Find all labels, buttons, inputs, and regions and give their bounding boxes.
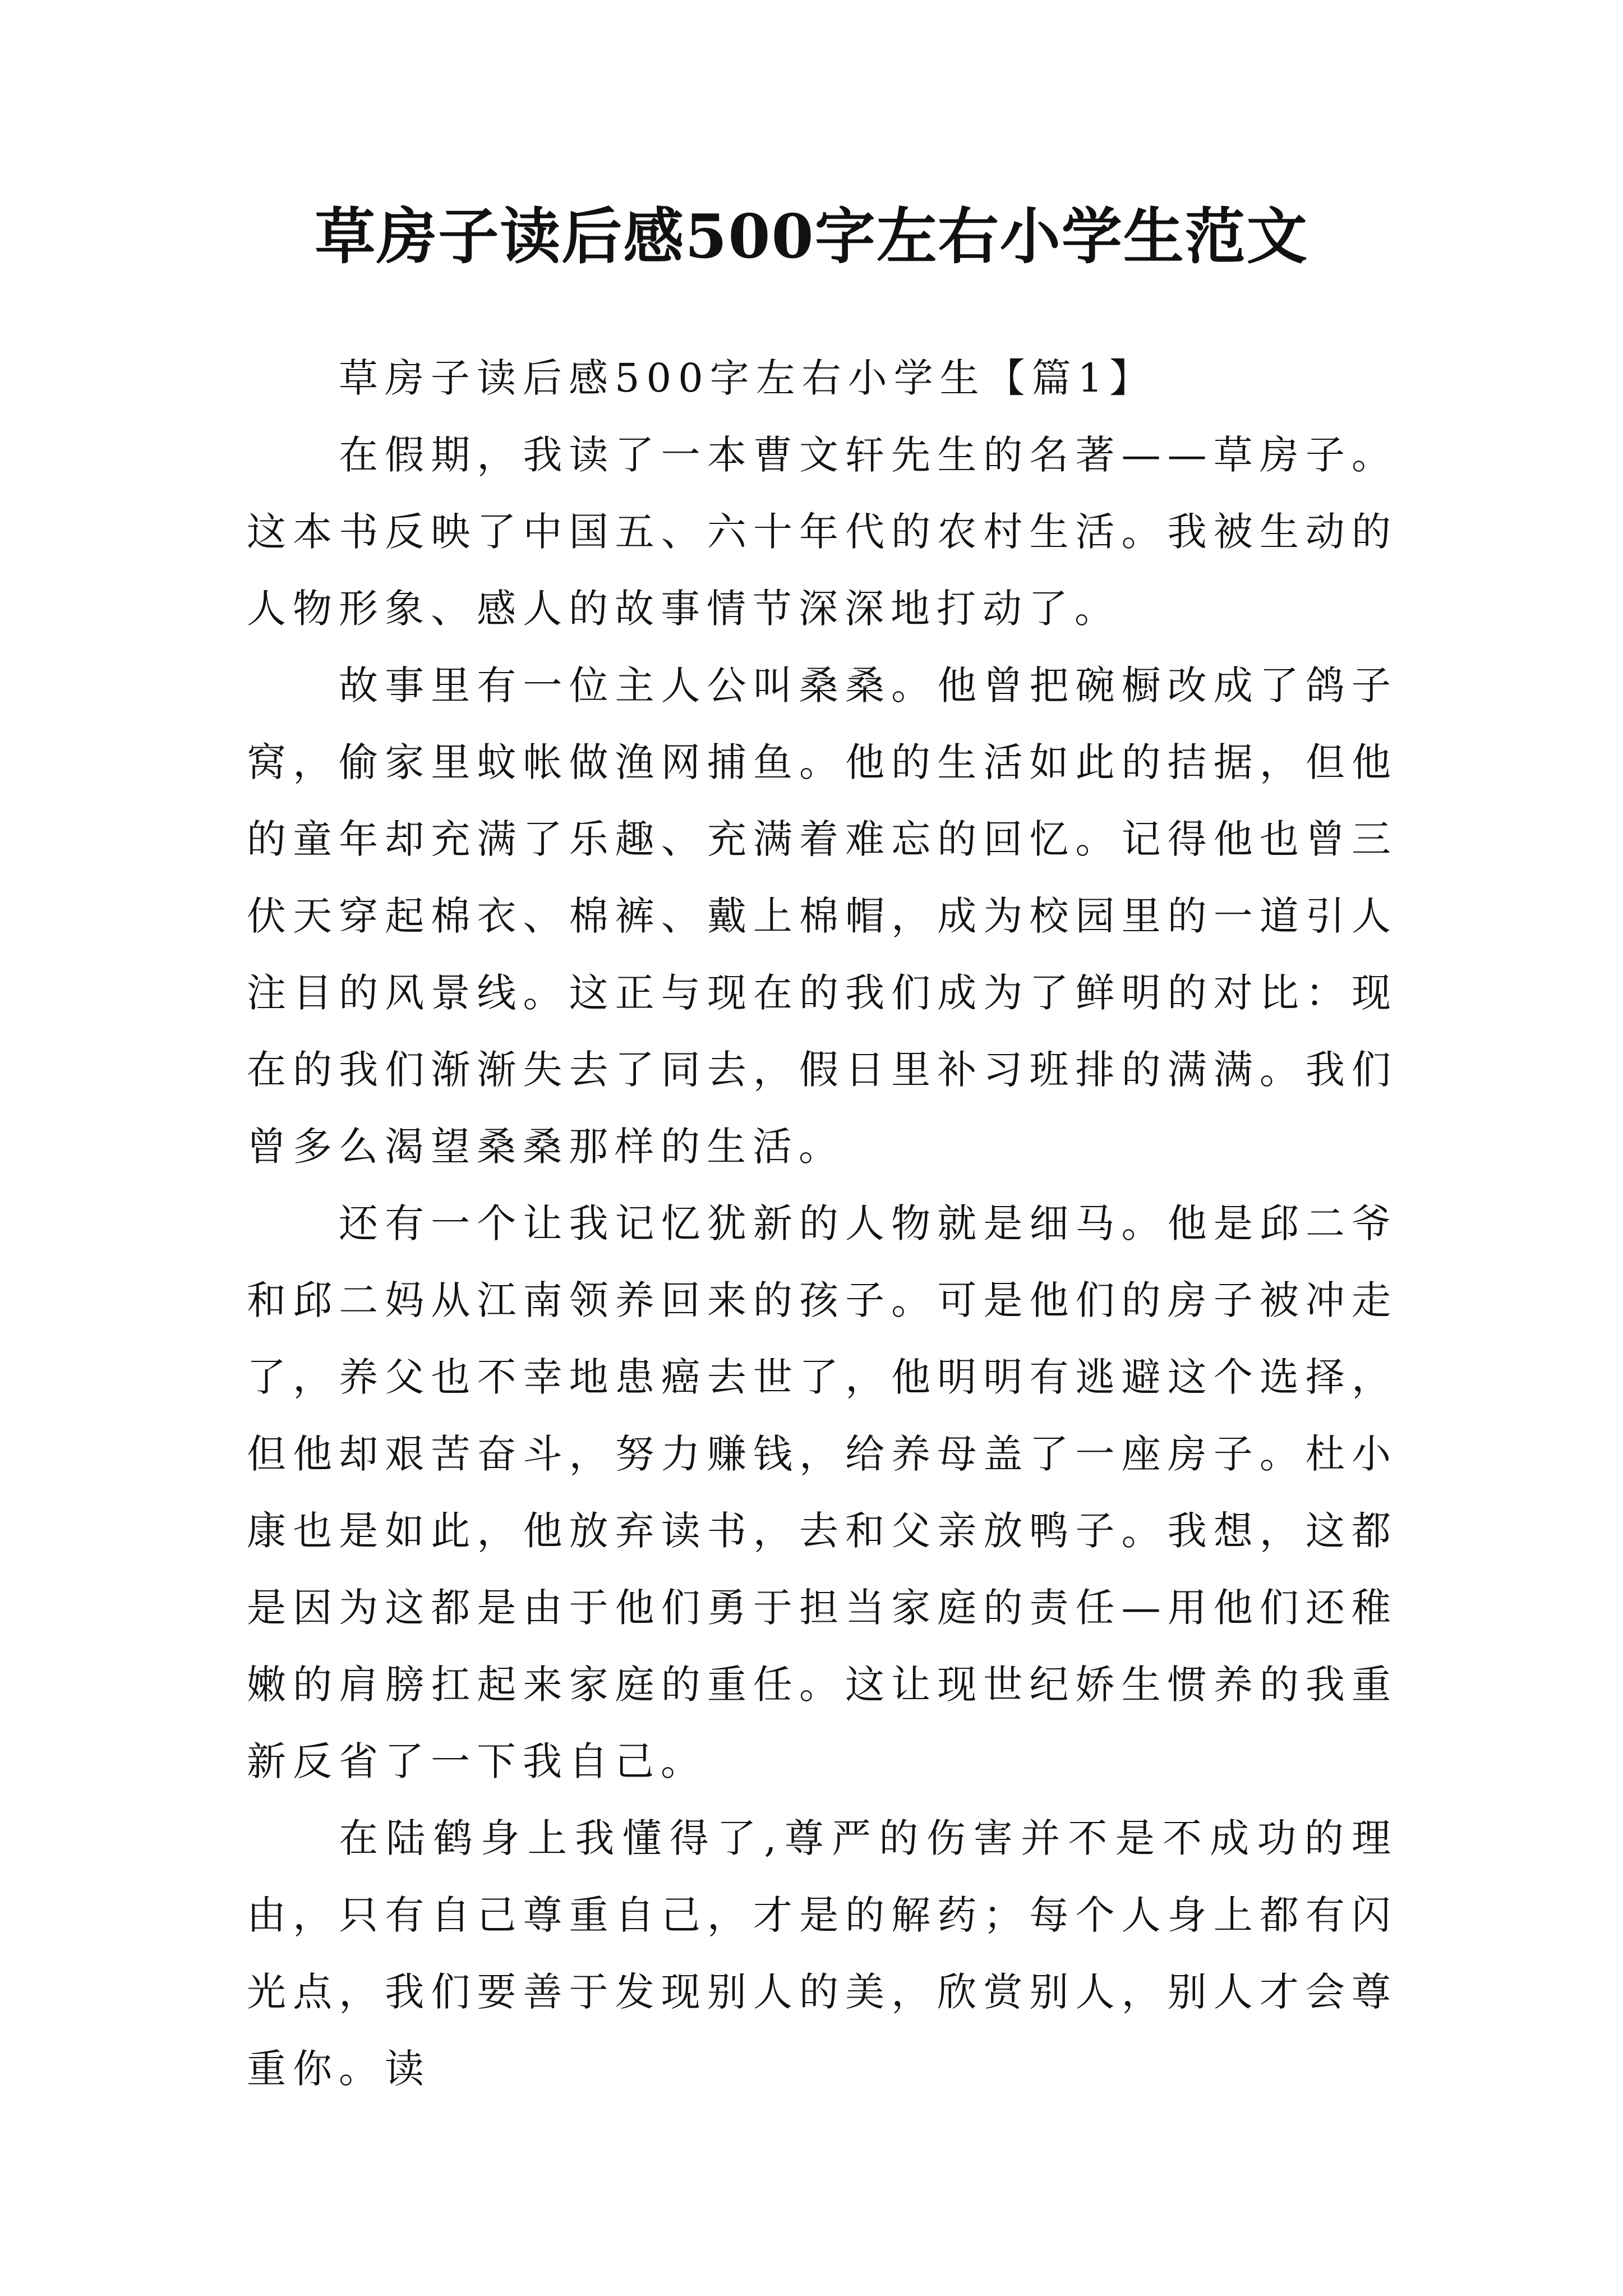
document-title: 草房子读后感500字左右小学生范文 xyxy=(315,201,1308,272)
section-heading: 草房子读后感500字左右小学生【篇1】 xyxy=(339,355,1156,401)
paragraph-2: 故事里有一位主人公叫桑桑。他曾把碗橱改成了鸽子窝，偷家里蚊帐做渔网捕鱼。他的生活如此的拮据，但他的童年却充满了乐趣、充满着难忘的回忆。记得他也曾三伏天穿起棉衣、棉裤、戴上棉帽，成为校园里的一道引人注目的风景线。这正与现在的我们成为了鲜明的对比：现在的我们渐渐失去了同去，假日里补习班排的满满。我们曾多么渴望桑桑那样的生活。 xyxy=(247,662,1398,1170)
paragraph-1: 在假期，我读了一本曹文轩先生的名著——草房子。这本书反映了中国五、六十年代的农村生活。我被生动的人物形象、感人的故事情节深深地打动了。 xyxy=(247,432,1398,632)
paragraph-4: 在陆鹤身上我懂得了,尊严的伤害并不是不成功的理由，只有自己尊重自己，才是的解药；每个人身上都有闪光点，我们要善于发现别人的美，欣赏别人，别人才会尊重你。读 xyxy=(247,1815,1398,2092)
paragraph-3: 还有一个让我记忆犹新的人物就是细马。他是邱二爷和邱二妈从江南领养回来的孩子。可是他们的房子被冲走了，养父也不幸地患癌去世了，他明明有逃避这个选择，但他却艰苦奋斗，努力赚钱，给养母盖了一座房子。杜小康也是如此，他放弃读书，去和父亲放鸭子。我想，这都是因为这都是由于他们勇于担当家庭的责任—用他们还稚嫩的肩膀扛起来家庭的重任。这让现世纪娇生惯养的我重新反省了一下我自己。 xyxy=(247,1200,1398,1784)
document-body xyxy=(247,340,1398,2108)
